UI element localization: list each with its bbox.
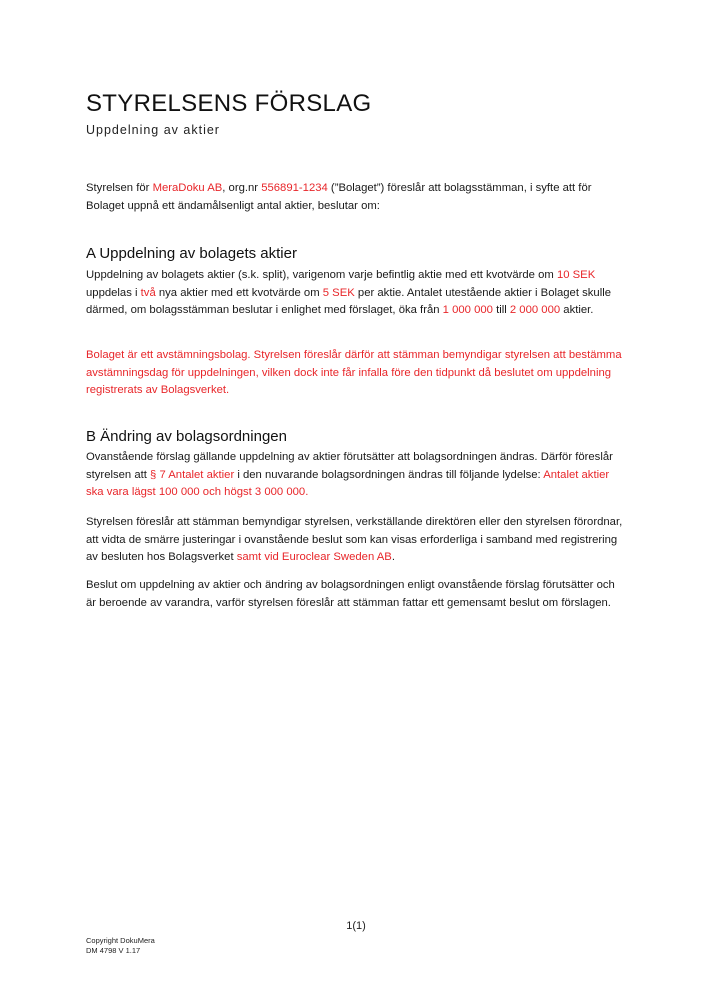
section-a-paragraph-2: Bolaget är ett avstämningsbolag. Styrelsen föreslår därför att stämman bemyndigar styrelsen att bestämma avstämningsdag för uppdelningen, vilken dock inte får infalla före den tidpunkt då beslutet om uppdelning registrerats av Bolagsverket. <box>86 349 622 396</box>
paragraph-text: per aktie. Antalet utestående aktier i Bolaget skulle därmed, om bolagsstämman beslutar i enlighet med förslaget, öka från <box>86 286 612 316</box>
section-a-heading: A Uppdelning av bolagets aktier <box>86 245 297 262</box>
section-reference: § 7 Antalet aktier <box>150 468 235 481</box>
section-b-paragraph-1 <box>86 449 626 502</box>
paragraph-text: till <box>492 304 510 316</box>
document-id: DM 4798 V 1.17 <box>86 946 141 955</box>
intro-text: , org.nr <box>222 182 262 194</box>
intro-text: (”Bolaget”) föreslår att bolagsstämman, i syfte att för Bolaget uppnå ett ändamålsenligt antal aktier, beslutar om: <box>86 182 592 212</box>
paragraph-text: Ovanstående förslag gällande uppdelning av aktier förutsätter att bolagsordningen ändras. Därför föreslår styrelsen att <box>86 451 613 481</box>
shares-after: 2 000 000 <box>509 304 561 316</box>
paragraph-text: uppdelas i <box>86 286 141 299</box>
split-count: två <box>140 286 156 299</box>
shares-before: 1 000 000 <box>442 304 493 316</box>
document-subtitle: Uppdelning av aktier <box>86 123 220 137</box>
section-b-heading: B Ändring av bolagsordningen <box>86 428 287 445</box>
paragraph-text: i den nuvarande bolagsordningen ändras till följande lydelse: <box>234 468 544 481</box>
intro-paragraph <box>86 180 626 215</box>
paragraph-text: nya aktier med ett kvotvärde om <box>155 286 323 299</box>
copyright-text: Copyright DokuMera <box>86 936 155 945</box>
euroclear-clause: samt vid Euroclear Sweden AB <box>233 551 392 563</box>
new-quota-value: 5 SEK <box>322 286 355 299</box>
paragraph-text: Styrelsen föreslår att stämman bemyndigar styrelsen, verkställande direktören eller den styrelsen förordnar, att vidta de smärre justeringar i ovanstående beslut som kan visas erforderliga i samband med registrering av besluten hos Bolagsverket <box>86 516 623 563</box>
intro-text: Styrelsen för <box>86 182 153 194</box>
new-wording: Antalet aktier ska vara lägst 100 000 och högst 3 000 000. <box>86 468 610 498</box>
company-name: MeraDoku AB <box>152 182 223 194</box>
document-title: STYRELSENS FÖRSLAG <box>86 90 372 117</box>
paragraph-text: Uppdelning av bolagets aktier (s.k. split), varigenom varje befintlig aktie med ett kvotvärde om <box>86 269 557 281</box>
paragraph-text: aktier. <box>560 304 594 316</box>
org-number: 556891-1234 <box>261 182 328 194</box>
section-a-paragraph-1 <box>86 267 626 320</box>
old-quota-value: 10 SEK <box>556 269 596 281</box>
section-b-paragraph-2 <box>86 514 626 567</box>
paragraph-text: . <box>391 551 395 563</box>
footer <box>86 936 155 956</box>
section-b-paragraph-3: Beslut om uppdelning av aktier och ändring av bolagsordningen enligt ovanstående förslag förutsätter och är beroende av varandra, varför styrelsen föreslår att stämman fattar ett gemensamt beslut om förslagen. <box>86 579 615 609</box>
page-number: 1(1) <box>346 920 366 932</box>
